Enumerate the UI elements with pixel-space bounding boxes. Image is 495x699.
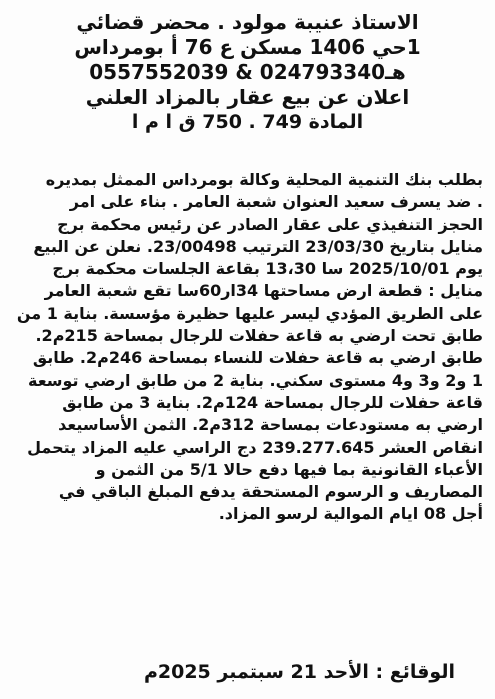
body-line-16: أجل 08 ايام الموالية لرسو المزاد.	[218, 504, 483, 524]
body-line-7: على الطريق المؤدي ليسر عليها حظيرة مؤسسة. بناية 1 من	[16, 303, 483, 323]
body-line-14: الأعباء القانونية بما فيها دفع حالا 5/1 من الثمن و	[95, 459, 483, 479]
notice-body	[12, 169, 483, 526]
body-line-10: 1 و2 و3 و4 مستوى سكني. بناية 2 من طابق ارضي توسعة	[28, 370, 483, 390]
body-line-3: الحجز التنفيذي على عقار الصادر عن رئيس محكمة برج	[57, 214, 483, 234]
body-line-8: طابق تحت ارضي به قاعة حفلات للرجال بمساحة 215م2.	[35, 326, 483, 346]
body-line-1: بطلب بنك التنمية المحلية وكالة بومرداس الممثل بمديره	[45, 170, 483, 189]
body-line-11: قاعة حفلات للرجال بمساحة 124م2. بناية 3 من طابق	[62, 392, 483, 412]
body-line-5: يوم 2025/10/01 سا 13،30 بقاعة الجلسات محكمة برج	[52, 259, 483, 279]
body-line-12: ارضي به مستودعات بمساحة 312م2. الثمن الأساسيعد	[58, 415, 483, 435]
body-line-9: طابق ارضي به قاعة حفلات للنساء بمساحة 246م2. طابق	[32, 348, 483, 368]
legal-articles: المادة 749 . 750 ق ا م ا	[131, 111, 364, 133]
notice-title: اعلان عن بيع عقار بالمزاد العلني	[85, 85, 410, 109]
notice-header	[12, 10, 483, 135]
notice-signature: الوقائع : الأحد 21 سبتمبر 2025م	[143, 661, 455, 683]
bailiff-phones: هـ024793340 & 0557552039	[89, 60, 406, 84]
body-line-4: منايل بتاريخ 23/03/30 الترتيب 23/00498. نعلن عن البيع	[33, 236, 483, 256]
body-line-13: انقاص العشر 239.277.645 دج الراسي عليه المزاد يتحمل	[27, 437, 483, 457]
body-line-15: المصاريف و الرسوم المستحقة يدفع المبلغ الباقي في	[58, 482, 483, 502]
bailiff-address: 1حي 1406 مسكن ع 76 أ بومرداس	[74, 35, 421, 59]
body-line-6: منايل : قطعة ارض مساحتها 34ار60سا تقع شعبة العامر	[44, 281, 483, 301]
body-line-2: . ضد يسرف سعيد العنوان شعبة العامر . بناء على امر	[69, 192, 483, 212]
bailiff-name: الاستاذ عنيبة مولود . محضر قضائي	[76, 10, 419, 34]
